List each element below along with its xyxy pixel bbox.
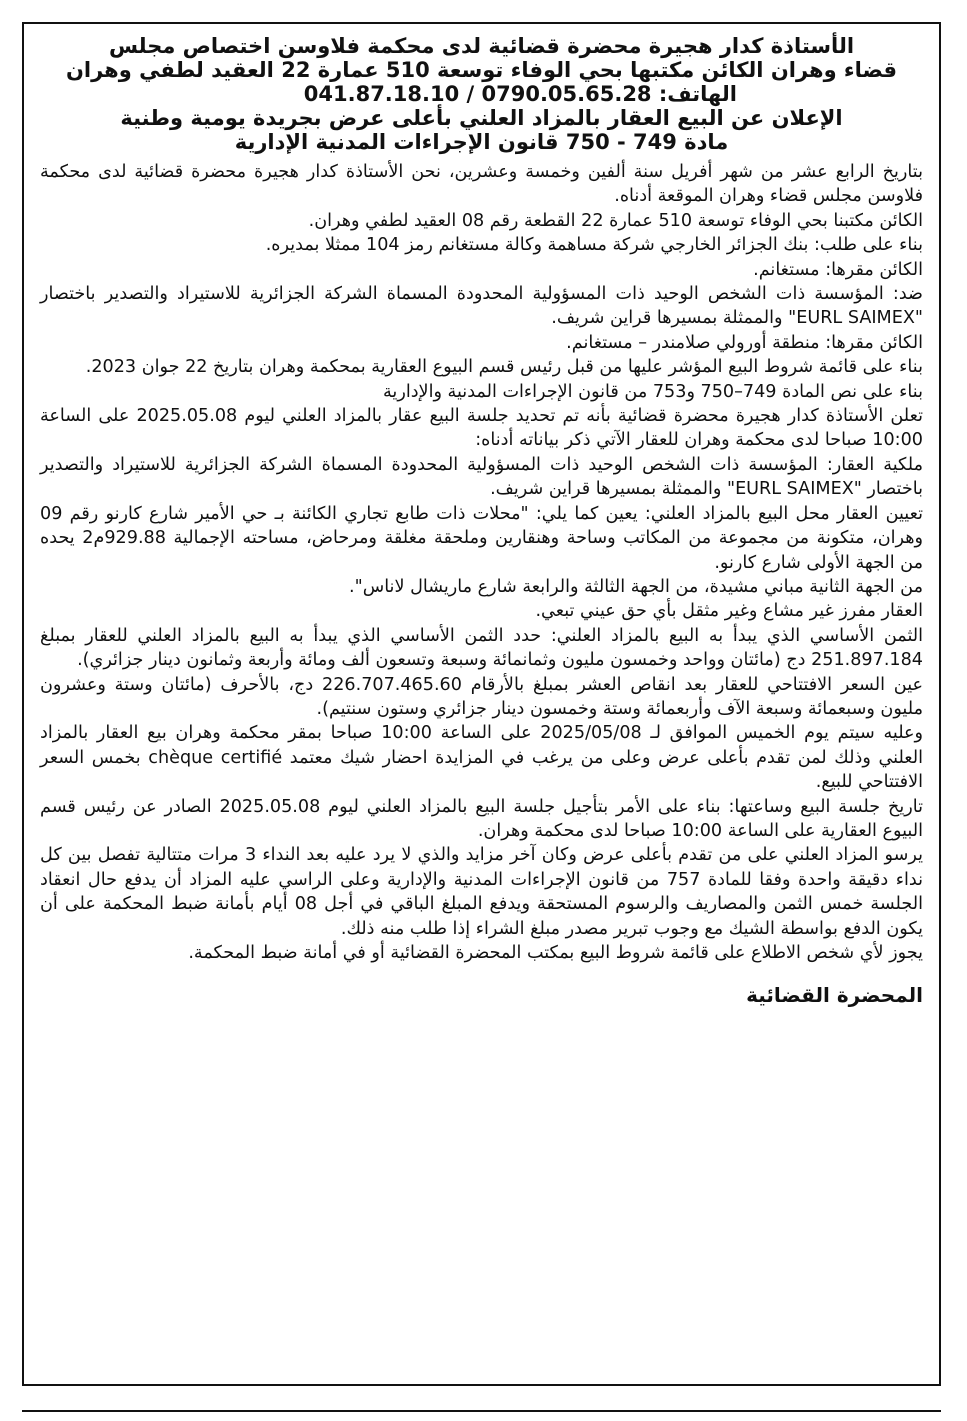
body-paragraph: بناء على طلب: بنك الجزائر الخارجي شركة مساهمة وكالة مستغانم رمز 104 ممثلا بمديره. — [265, 235, 923, 256]
phone-label: الهاتف: — [658, 82, 737, 106]
body-paragraph: من الجهة الثانية مباني مشيدة، من الجهة الثالثة والرابعة شارع ماريشال لاناس". — [349, 576, 923, 597]
notice-body — [40, 160, 923, 965]
phone-numbers: 041.87.18.10 / 0790.05.65.28 — [303, 82, 652, 106]
header-line: الأستاذة كدار هجيرة محضرة قضائية لدى محكمة فلاوسن اختصاص مجلس — [108, 34, 855, 58]
announcement-line: مادة 749 - 750 قانون الإجراءات المدنية الإدارية — [234, 130, 729, 154]
body-paragraph: تعيين العقار محل البيع بالمزاد العلني: يعين كما يلي: "محلات ذات طابع تجاري الكائنة بـ حي الأمير شارع كارنو رقم 09 وهران، متكونة من مجموعة من المكاتب وساحة وهنقارين وملحقة مغلقة ومرحاض، مساحته الإجمالية 929.88م2 يحده من الجهة الأولى شارع كارنو. — [40, 503, 923, 573]
signature: المحضرة القضائية — [746, 983, 923, 1008]
body-paragraph: يجوز لأي شخص الاطلاع على قائمة شروط البيع بمكتب المحضرة القضائية أو في أمانة ضبط المحكمة. — [188, 943, 923, 963]
body-paragraph: ضد: المؤسسة ذات الشخص الوحيد ذات المسؤولية المحدودة المسماة الشركة الجزائرية للاستيراد والتصدير باختصار "EURL SAIMEX" والممثلة بمسيرها قراين شريف. — [40, 284, 923, 329]
body-paragraph: ملكية العقار: المؤسسة ذات الشخص الوحيد ذات المسؤولية المحدودة المسماة الشركة الجزائرية للاستيراد والتصدير باختصار "EURL SAIMEX" والممثلة بمسيرها قراين شريف. — [40, 454, 923, 500]
phone-row — [40, 82, 923, 106]
body-paragraph: الثمن الأساسي الذي يبدأ به البيع بالمزاد العلني: حدد الثمن الأساسي الذي يبدأ به البيع بالمزاد العلني للعقار بمبلغ 251.897.184 دج (مائتان وواحد وخمسون مليون وثمانمائة وسبعة وتسعون ألف ومائة وأربعة وثمانون دينار جزائري). — [40, 625, 923, 671]
body-paragraph: الكائن مكتبنا بحي الوفاء توسعة 510 عمارة 22 القطعة رقم 08 العقيد لطفي وهران. — [308, 210, 923, 231]
body-paragraph: بناء على نص المادة 749–750 و753 من قانون الإجراءات المدنية والإدارية — [383, 381, 923, 402]
body-paragraph: تعلن الأستاذة كدار هجيرة محضرة قضائية بأنه تم تحديد جلسة البيع عقار بالمزاد العلني ليوم 2025.05.08 على الساعة 10:00 صباحا لدى محكمة وهران للعقار الآتي ذكر بياناته أدناه: — [40, 406, 923, 451]
body-paragraph: وعليه سيتم يوم الخميس الموافق لـ 2025/05/08 على الساعة 10:00 صباحا بمقر محكمة وهران بيع العقار بالمزاد العلني وذلك لمن تقدم بأعلى عرض وعلى من يرغب في المزايدة احضار شيك معتمد chèque certifié بخمس السعر الافتتاحي للبيع. — [40, 723, 924, 793]
body-paragraph: بناء على قائمة شروط البيع المؤشر عليها من قبل رئيس قسم البيوع العقارية بمحكمة وهران بتاريخ 22 جوان 2023. — [85, 357, 923, 378]
body-paragraph: يرسو المزاد العلني على من تقدم بأعلى عرض وكان آخر مزايد والذي لا يرد عليه بعد النداء 3 مرات متتالية تفصل بين كل نداء دقيقة واحدة وفقا للمادة 757 من قانون الإجراءات المدنية والإدارية وعلى الراسي عليه المزاد أن يدفع حال انعقاد الجلسة خمس الثمن والمصاريف والرسوم المستحقة ويدفع المبلغ الباقي في أجل 08 أيام بأمانة ضبط المحكمة على أن يكون الدفع بواسطة الشيك مع وجوب تبرير مصدر مبلغ الشراء إذا طلب منه ذلك. — [40, 845, 923, 939]
header-line: قضاء وهران الكائن مكتبها بحي الوفاء توسعة 510 عمارة 22 العقيد لطفي وهران — [66, 58, 897, 82]
bottom-divider — [22, 1410, 941, 1412]
bailiff-header — [40, 34, 923, 106]
legal-notice-frame — [22, 22, 941, 1386]
announcement-line: الإعلان عن البيع العقار بالمزاد العلني بأعلى عرض بجريدة يومية وطنية — [120, 106, 843, 130]
body-paragraph: تاريخ جلسة البيع وساعتها: بناء على الأمر بتأجيل جلسة البيع بالمزاد العلني ليوم 2025.05.08 الصادر عن رئيس قسم البيوع العقارية على الساعة 10:00 صباحا لدى محكمة وهران. — [40, 796, 923, 841]
body-paragraph: الكائن مقرها: مستغانم. — [753, 259, 923, 280]
body-paragraph: الكائن مقرها: منطقة أورولي صلامندر – مستغانم. — [566, 332, 923, 353]
announcement-title — [40, 106, 923, 154]
body-paragraph: العقار مفرز غير مشاع وغير مثقل بأي حق عيني تبعي. — [535, 601, 923, 622]
body-paragraph: عين السعر الافتتاحي للعقار بعد انقاص العشر بمبلغ بالأرقام 226.707.465.60 دج، بالأحرف (مائتان وستة وعشرون مليون وسبعمائة وسبعة الآف وأربعمائة وستة وخمسون دينار جزائري وستون سنتيم). — [40, 674, 924, 719]
body-paragraph: بتاريخ الرابع عشر من شهر أفريل سنة ألفين وخمسة وعشرين، نحن الأستاذة كدار هجيرة محضرة قضائية لدى محكمة فلاوسن مجلس قضاء وهران الموقعة أدناه. — [40, 162, 923, 207]
